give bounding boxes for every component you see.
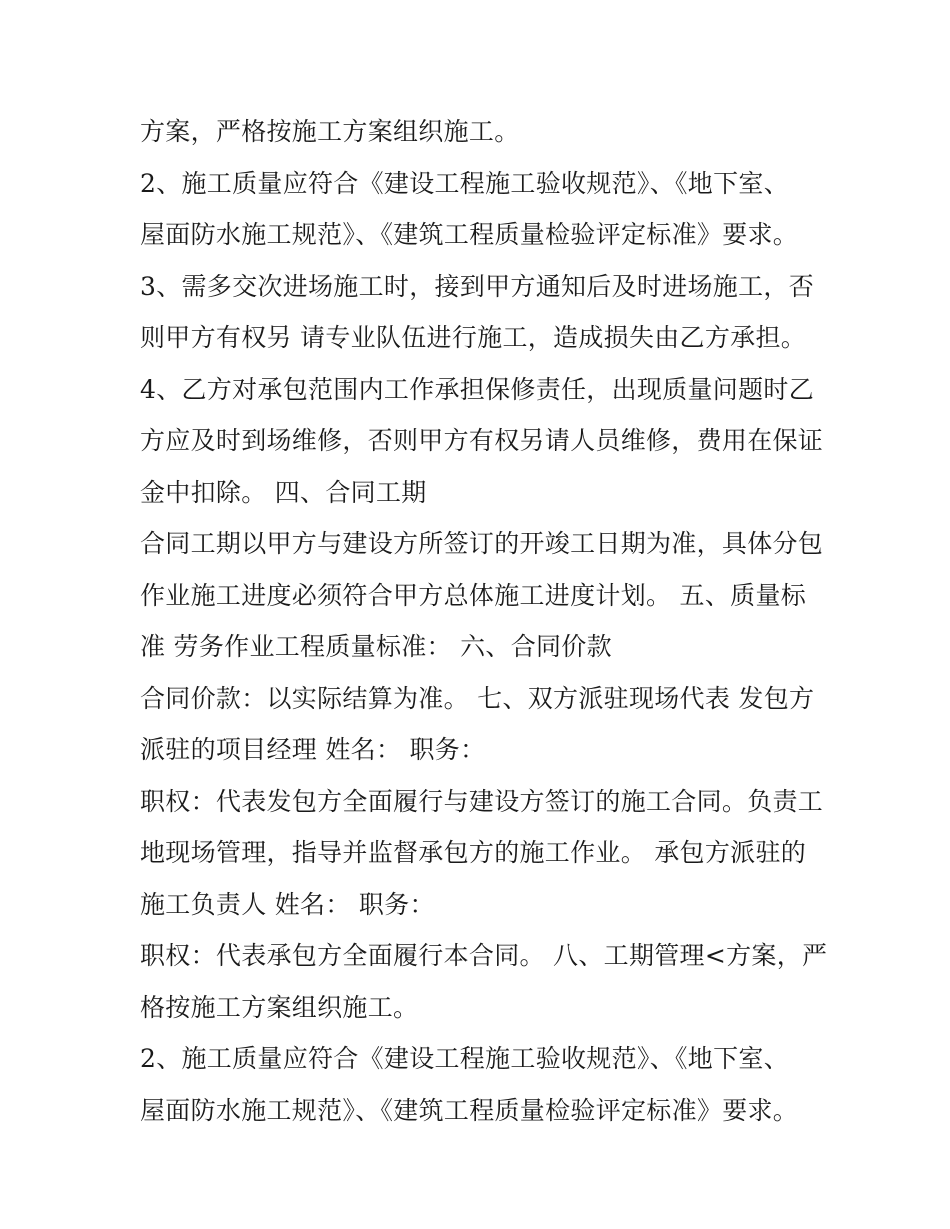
text-line: 职权：代表承包方全面履行本合同。 八、工期管理<方案，严 (140, 941, 828, 970)
text-line: 2、施工质量应符合《建设工程施工验收规范》、《地下室、 (140, 1044, 790, 1073)
text-line: 地现场管理，指导并监督承包方的施工作业。 承包方派驻的 (140, 838, 807, 867)
text-line: 合同工期以甲方与建设方所签订的开竣工日期为准，具体分包 (140, 529, 824, 558)
text-line: 则甲方有权另 请专业队伍进行施工，造成损失由乙方承担。 (140, 323, 807, 352)
text-line: 屋面防水施工规范》、《建筑工程质量检验评定标准》要求。 (140, 1095, 799, 1125)
text-line: 作业施工进度必须符合甲方总体施工进度计划。 五、质量标 (140, 580, 807, 610)
text-line: 金中扣除。 四、合同工期 (140, 477, 427, 507)
text-line: 3、需多交次进场施工时，接到甲方通知后及时进场施工，否 (140, 271, 815, 301)
text-line: 施工负责人 姓名： 职务： (140, 889, 435, 919)
text-line: 2、施工质量应符合《建设工程施工验收规范》、《地下室、 (140, 168, 790, 198)
text-line: 屋面防水施工规范》、《建筑工程质量检验评定标准》要求。 (140, 220, 799, 249)
text-line: 准 劳务作业工程质量标准： 六、合同价款 (140, 632, 612, 661)
text-line: 格按施工方案组织施工。 (140, 992, 419, 1022)
text-line: 派驻的项目经理 姓名： 职务： (140, 735, 486, 764)
document-body (140, 106, 830, 1136)
text-line: 4、乙方对承包范围内工作承担保修责任，出现质量问题时乙 (140, 374, 815, 404)
text-line: 合同价款：以实际结算为准。 七、双方派驻现场代表 发包方 (140, 683, 815, 713)
text-line: 职权：代表发包方全面履行与建设方签订的施工合同。负责工 (140, 786, 824, 816)
text-line: 方应及时到场维修，否则甲方有权另请人员维修，费用在保证 (140, 426, 824, 455)
text-line: 方案，严格按施工方案组织施工。 (140, 117, 520, 146)
